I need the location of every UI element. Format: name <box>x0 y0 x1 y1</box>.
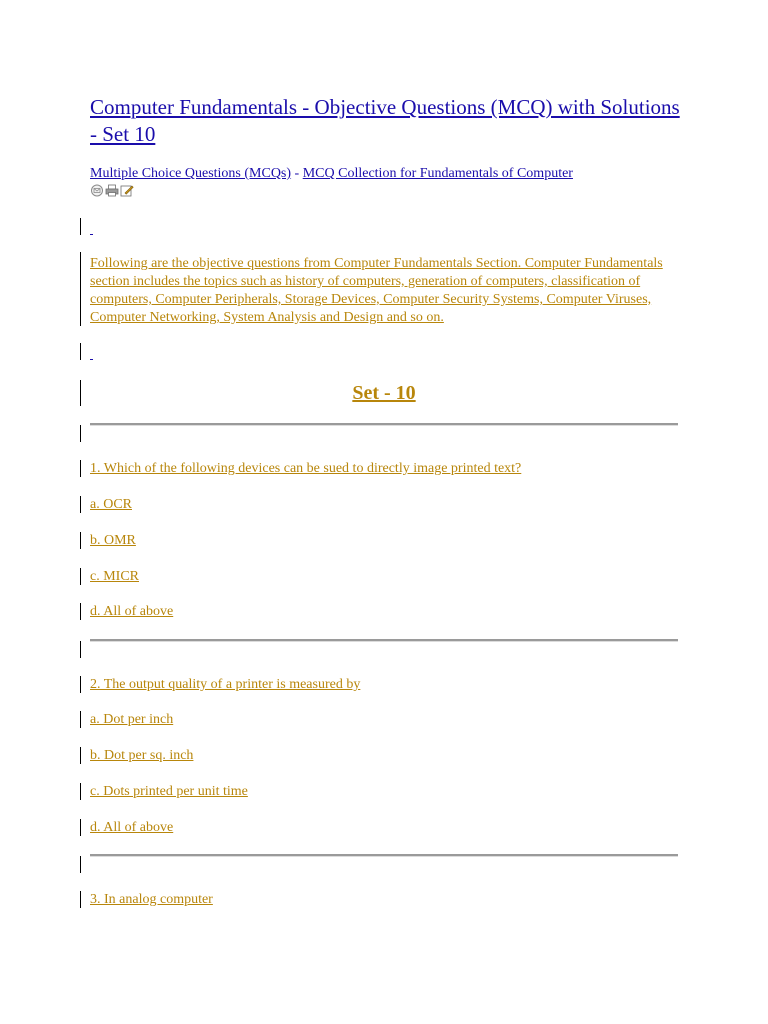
option-q2-a <box>90 711 173 729</box>
question-2-link[interactable]: 2. The output quality of a printer is measured by <box>90 677 361 692</box>
divider <box>90 854 678 857</box>
quote-bar <box>80 380 81 406</box>
option-q1-d <box>90 603 173 621</box>
anchor-stub-link[interactable] <box>90 347 93 361</box>
breadcrumb-collection-link[interactable]: MCQ Collection for Fundamentals of Computer <box>302 166 573 181</box>
option-q2-a-link[interactable]: a. Dot per inch <box>90 712 174 727</box>
option-q1-b <box>90 532 136 550</box>
page-title-link[interactable]: Computer Fundamentals - Objective Questions (MCQ) with Solutions - Set 10 <box>90 95 680 146</box>
quote-bar <box>80 783 81 800</box>
anchor-stub-link[interactable] <box>90 222 93 236</box>
quote-bar <box>80 856 81 873</box>
divider <box>90 639 678 642</box>
quote-bar <box>80 252 81 326</box>
intro-link[interactable]: Following are the objective questions from Computer Fundamentals Section. Computer Fundamentals section includes the topics such as history of computers, generation of computers, classification of computers, Computer Peripherals, Storage Devices, Computer Security Systems, Computer Viruses, Computer Networking, System Analysis and Design and so on. <box>90 256 663 325</box>
quote-bar <box>80 676 81 693</box>
option-q2-c <box>90 783 248 801</box>
quote-bar <box>80 218 81 235</box>
quote-bar <box>80 603 81 620</box>
quote-bar <box>80 711 81 728</box>
option-q2-d <box>90 819 173 837</box>
quote-bar <box>80 891 81 908</box>
question-1-link[interactable]: 1. Which of the following devices can be sued to directly image printed text? <box>90 461 522 476</box>
breadcrumb-separator: - <box>294 166 300 181</box>
quote-bar <box>80 496 81 513</box>
print-icon[interactable] <box>105 184 119 197</box>
quote-bar <box>80 425 81 442</box>
option-q2-c-link[interactable]: c. Dots printed per unit time <box>90 784 248 799</box>
quote-bar <box>80 747 81 764</box>
option-q2-d-link[interactable]: d. All of above <box>90 820 174 835</box>
question-3-link[interactable]: 3. In analog computer <box>90 892 213 907</box>
quote-bar <box>80 819 81 836</box>
anchor-stub <box>90 222 93 236</box>
page-title <box>90 94 690 148</box>
article-tools <box>90 184 134 198</box>
breadcrumb <box>90 165 573 183</box>
quote-bar <box>80 532 81 549</box>
email-icon[interactable] <box>90 184 104 197</box>
anchor-stub <box>90 347 93 361</box>
intro-paragraph <box>90 255 682 327</box>
option-q2-b-link[interactable]: b. Dot per sq. inch <box>90 748 194 763</box>
option-q1-a <box>90 496 132 514</box>
quote-bar <box>80 460 81 477</box>
option-q1-b-link[interactable]: b. OMR <box>90 533 136 548</box>
option-q1-a-link[interactable]: a. OCR <box>90 497 132 512</box>
option-q2-b <box>90 747 193 765</box>
set-heading <box>90 380 678 406</box>
question-3 <box>90 891 213 909</box>
set-heading-link[interactable]: Set - 10 <box>352 382 416 404</box>
option-q1-d-link[interactable]: d. All of above <box>90 604 174 619</box>
breadcrumb-mcqs-link[interactable]: Multiple Choice Questions (MCQs) <box>90 166 292 181</box>
divider <box>90 423 678 426</box>
option-q1-c-link[interactable]: c. MICR <box>90 569 139 584</box>
edit-note-icon[interactable] <box>120 184 134 197</box>
option-q1-c <box>90 568 139 586</box>
quote-bar <box>80 568 81 585</box>
quote-bar <box>80 343 81 360</box>
question-1 <box>90 460 521 478</box>
quote-bar <box>80 641 81 658</box>
question-2 <box>90 676 360 694</box>
